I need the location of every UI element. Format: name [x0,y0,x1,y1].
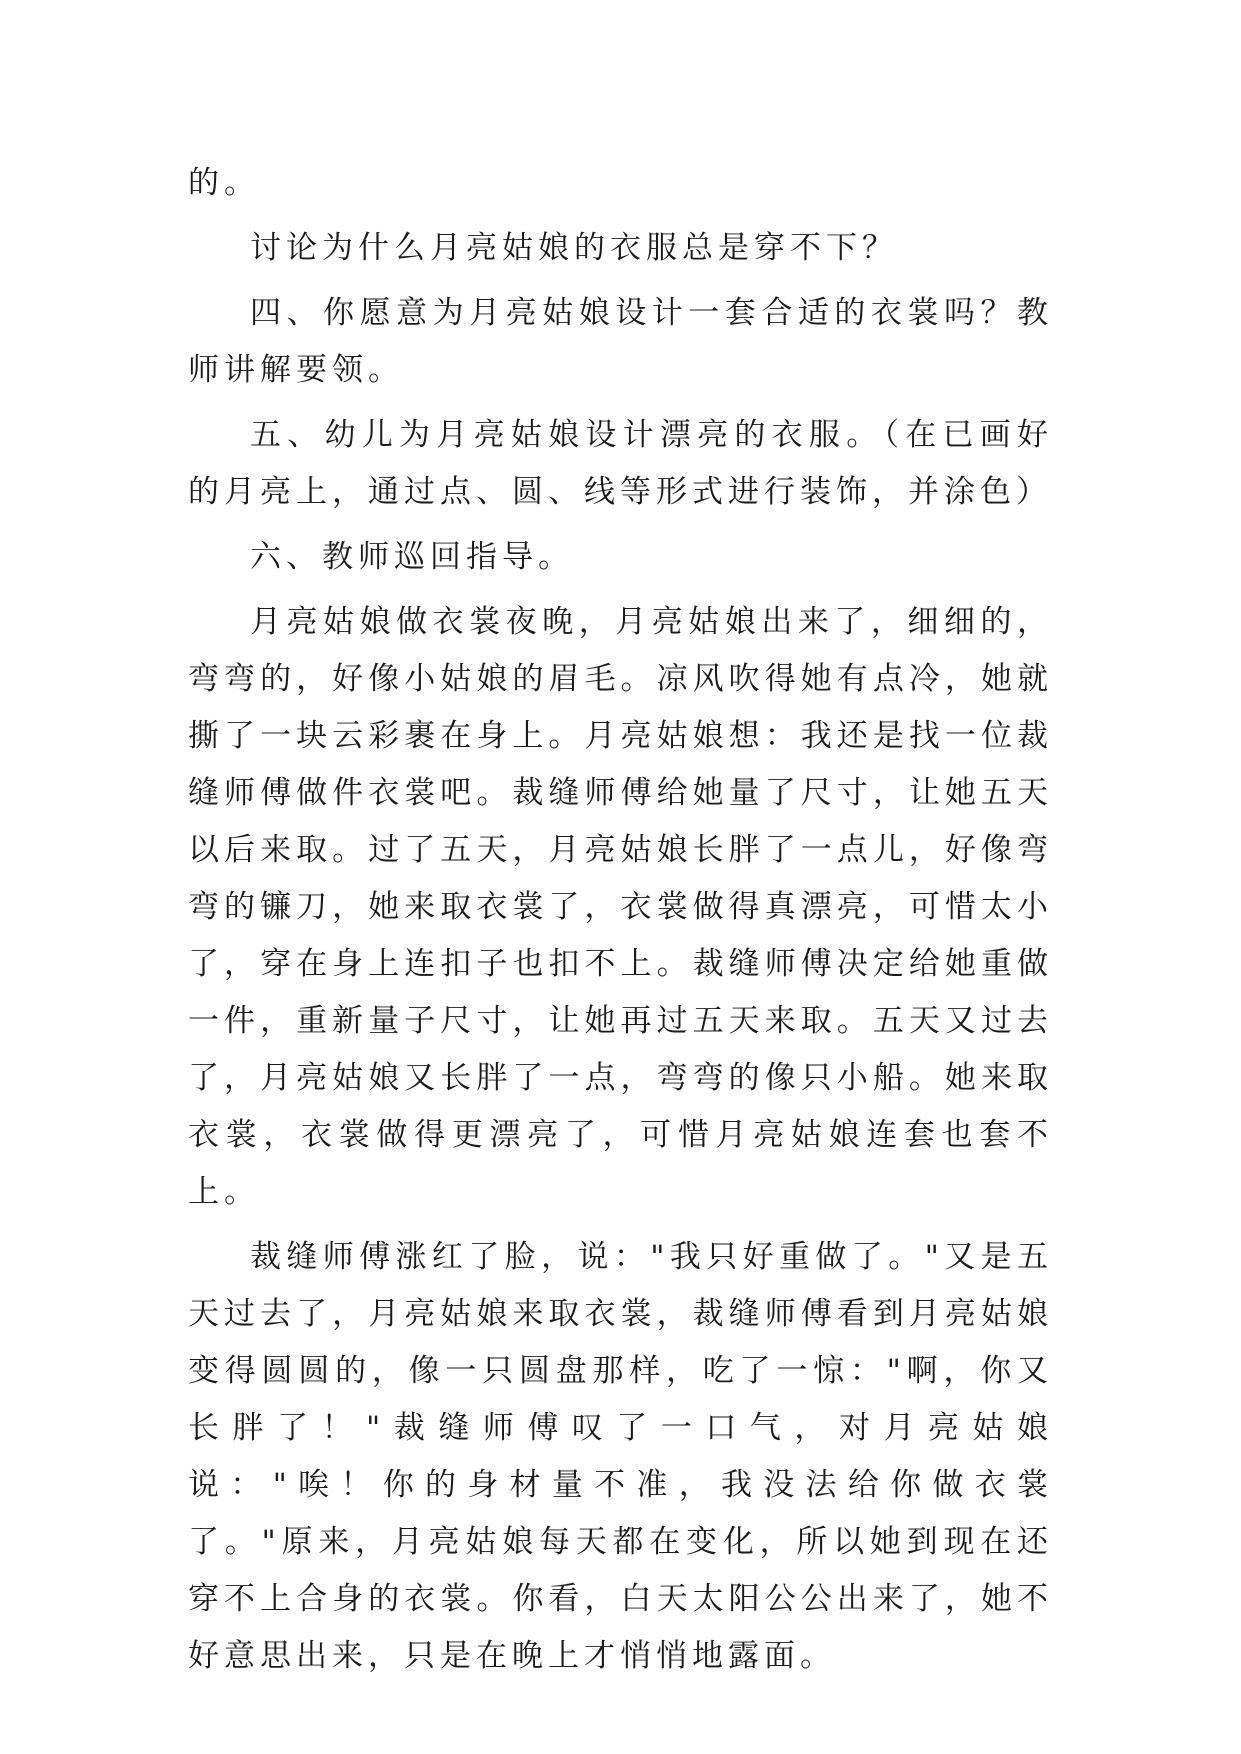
paragraph-step-five: 五、幼儿为月亮姑娘设计漂亮的衣服。（在已画好的月亮上，通过点、圆、线等形式进行装饰，并涂色） [188,417,1053,510]
paragraph-continuation: 的。 [188,165,260,201]
document-body [188,155,1053,1693]
paragraph-step-six: 六、教师巡回指导。 [250,539,574,575]
paragraph-story-part-two: 裁缝师傅涨红了脸，说："我只好重做了。"又是五天过去了，月亮姑娘来取衣裳，裁缝师傅看到月亮姑娘变得圆圆的，像一只圆盘那样，吃了一惊："啊，你又长胖了！"裁缝师傅叹了一口气，对月亮姑娘说："唉！你的身材量不准，我没法给你做衣裳了。"原来，月亮姑娘每天都在变化，所以她到现在还穿不上合身的衣裳。你看，白天太阳公公出来了，她不好意思出来，只是在晚上才悄悄地露面。 [188,1239,1053,1674]
paragraph-step-four: 四、你愿意为月亮姑娘设计一套合适的衣裳吗？教师讲解要领。 [188,295,1053,388]
paragraph-discussion: 讨论为什么月亮姑娘的衣服总是穿不下？ [250,230,898,266]
paragraph-story-part-one: 月亮姑娘做衣裳夜晚，月亮姑娘出来了，细细的，弯弯的，好像小姑娘的眉毛。凉风吹得她有点冷，她就撕了一块云彩裹在身上。月亮姑娘想：我还是找一位裁缝师傅做件衣裳吧。裁缝师傅给她量了尺寸，让她五天以后来取。过了五天，月亮姑娘长胖了一点儿，好像弯弯的镰刀，她来取衣裳了，衣裳做得真漂亮，可惜太小了，穿在身上连扣子也扣不上。裁缝师傅决定给她重做一件，重新量子尺寸，让她再过五天来取。五天又过去了，月亮姑娘又长胖了一点，弯弯的像只小船。她来取衣裳，衣裳做得更漂亮了，可惜月亮姑娘连套也套不上。 [188,604,1053,1210]
